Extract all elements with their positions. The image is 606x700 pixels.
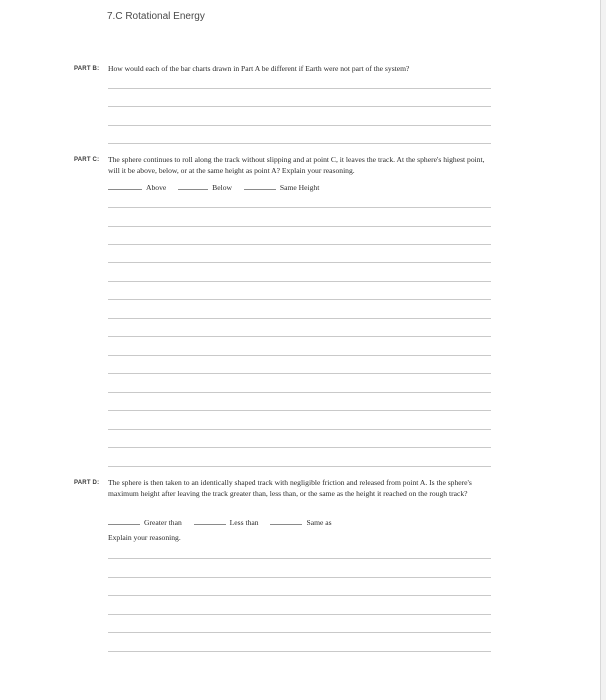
part-c-choices <box>108 181 329 192</box>
answer-line <box>108 355 491 356</box>
choice-less-than-label: Less than <box>229 518 259 527</box>
answer-line <box>108 226 491 227</box>
choice-below-label: Below <box>212 183 232 192</box>
answer-line <box>108 392 491 393</box>
choice-greater-than-label: Greater than <box>144 518 182 527</box>
choice-blank-less-than[interactable] <box>194 516 226 525</box>
choice-blank-same-as[interactable] <box>270 516 302 525</box>
answer-line <box>108 299 491 300</box>
answer-line <box>108 447 491 448</box>
answer-line <box>108 106 491 107</box>
choice-blank-below[interactable] <box>178 181 208 190</box>
part-d-label: PART D: <box>74 480 100 486</box>
part-d-explain-label: Explain your reasoning. <box>108 533 181 542</box>
answer-line <box>108 262 491 263</box>
answer-line <box>108 336 491 337</box>
answer-line <box>108 207 491 208</box>
choice-blank-same-height[interactable] <box>244 181 276 190</box>
answer-line <box>108 318 491 319</box>
answer-line <box>108 143 491 144</box>
answer-line <box>108 373 491 374</box>
part-d-choices <box>108 516 342 527</box>
answer-line <box>108 88 491 89</box>
part-b-label: PART B: <box>74 66 100 72</box>
part-b-question: How would each of the bar charts drawn in Part A be different if Earth were not part of the system? <box>108 64 410 73</box>
answer-line <box>108 595 491 596</box>
answer-line <box>108 429 491 430</box>
answer-line <box>108 614 491 615</box>
choice-blank-greater-than[interactable] <box>108 516 140 525</box>
page-title: 7.C Rotational Energy <box>107 11 205 22</box>
choice-blank-above[interactable] <box>108 181 142 190</box>
answer-line <box>108 651 491 652</box>
answer-line <box>108 558 491 559</box>
answer-line <box>108 466 491 467</box>
choice-same-height-label: Same Height <box>279 183 320 192</box>
part-d-question: The sphere is then taken to an identically shaped track with negligible friction and released from point A. Is the sphere's maximum height after leaving the track greater than, less than, or the same as the height it reached on the rough track? <box>108 478 472 498</box>
answer-line <box>108 577 491 578</box>
part-c-question: The sphere continues to roll along the track without slipping and at point C, it leaves the track. At the sphere's highest point, will it be above, below, or at the same height as point A? Explain your reasoning. <box>108 155 485 175</box>
answer-line <box>108 632 491 633</box>
choice-above-label: Above <box>146 183 167 192</box>
answer-line <box>108 410 491 411</box>
part-c-label: PART C: <box>74 157 100 163</box>
answer-line <box>108 281 491 282</box>
answer-line <box>108 244 491 245</box>
answer-line <box>108 125 491 126</box>
choice-same-as-label: Same as <box>306 518 332 527</box>
